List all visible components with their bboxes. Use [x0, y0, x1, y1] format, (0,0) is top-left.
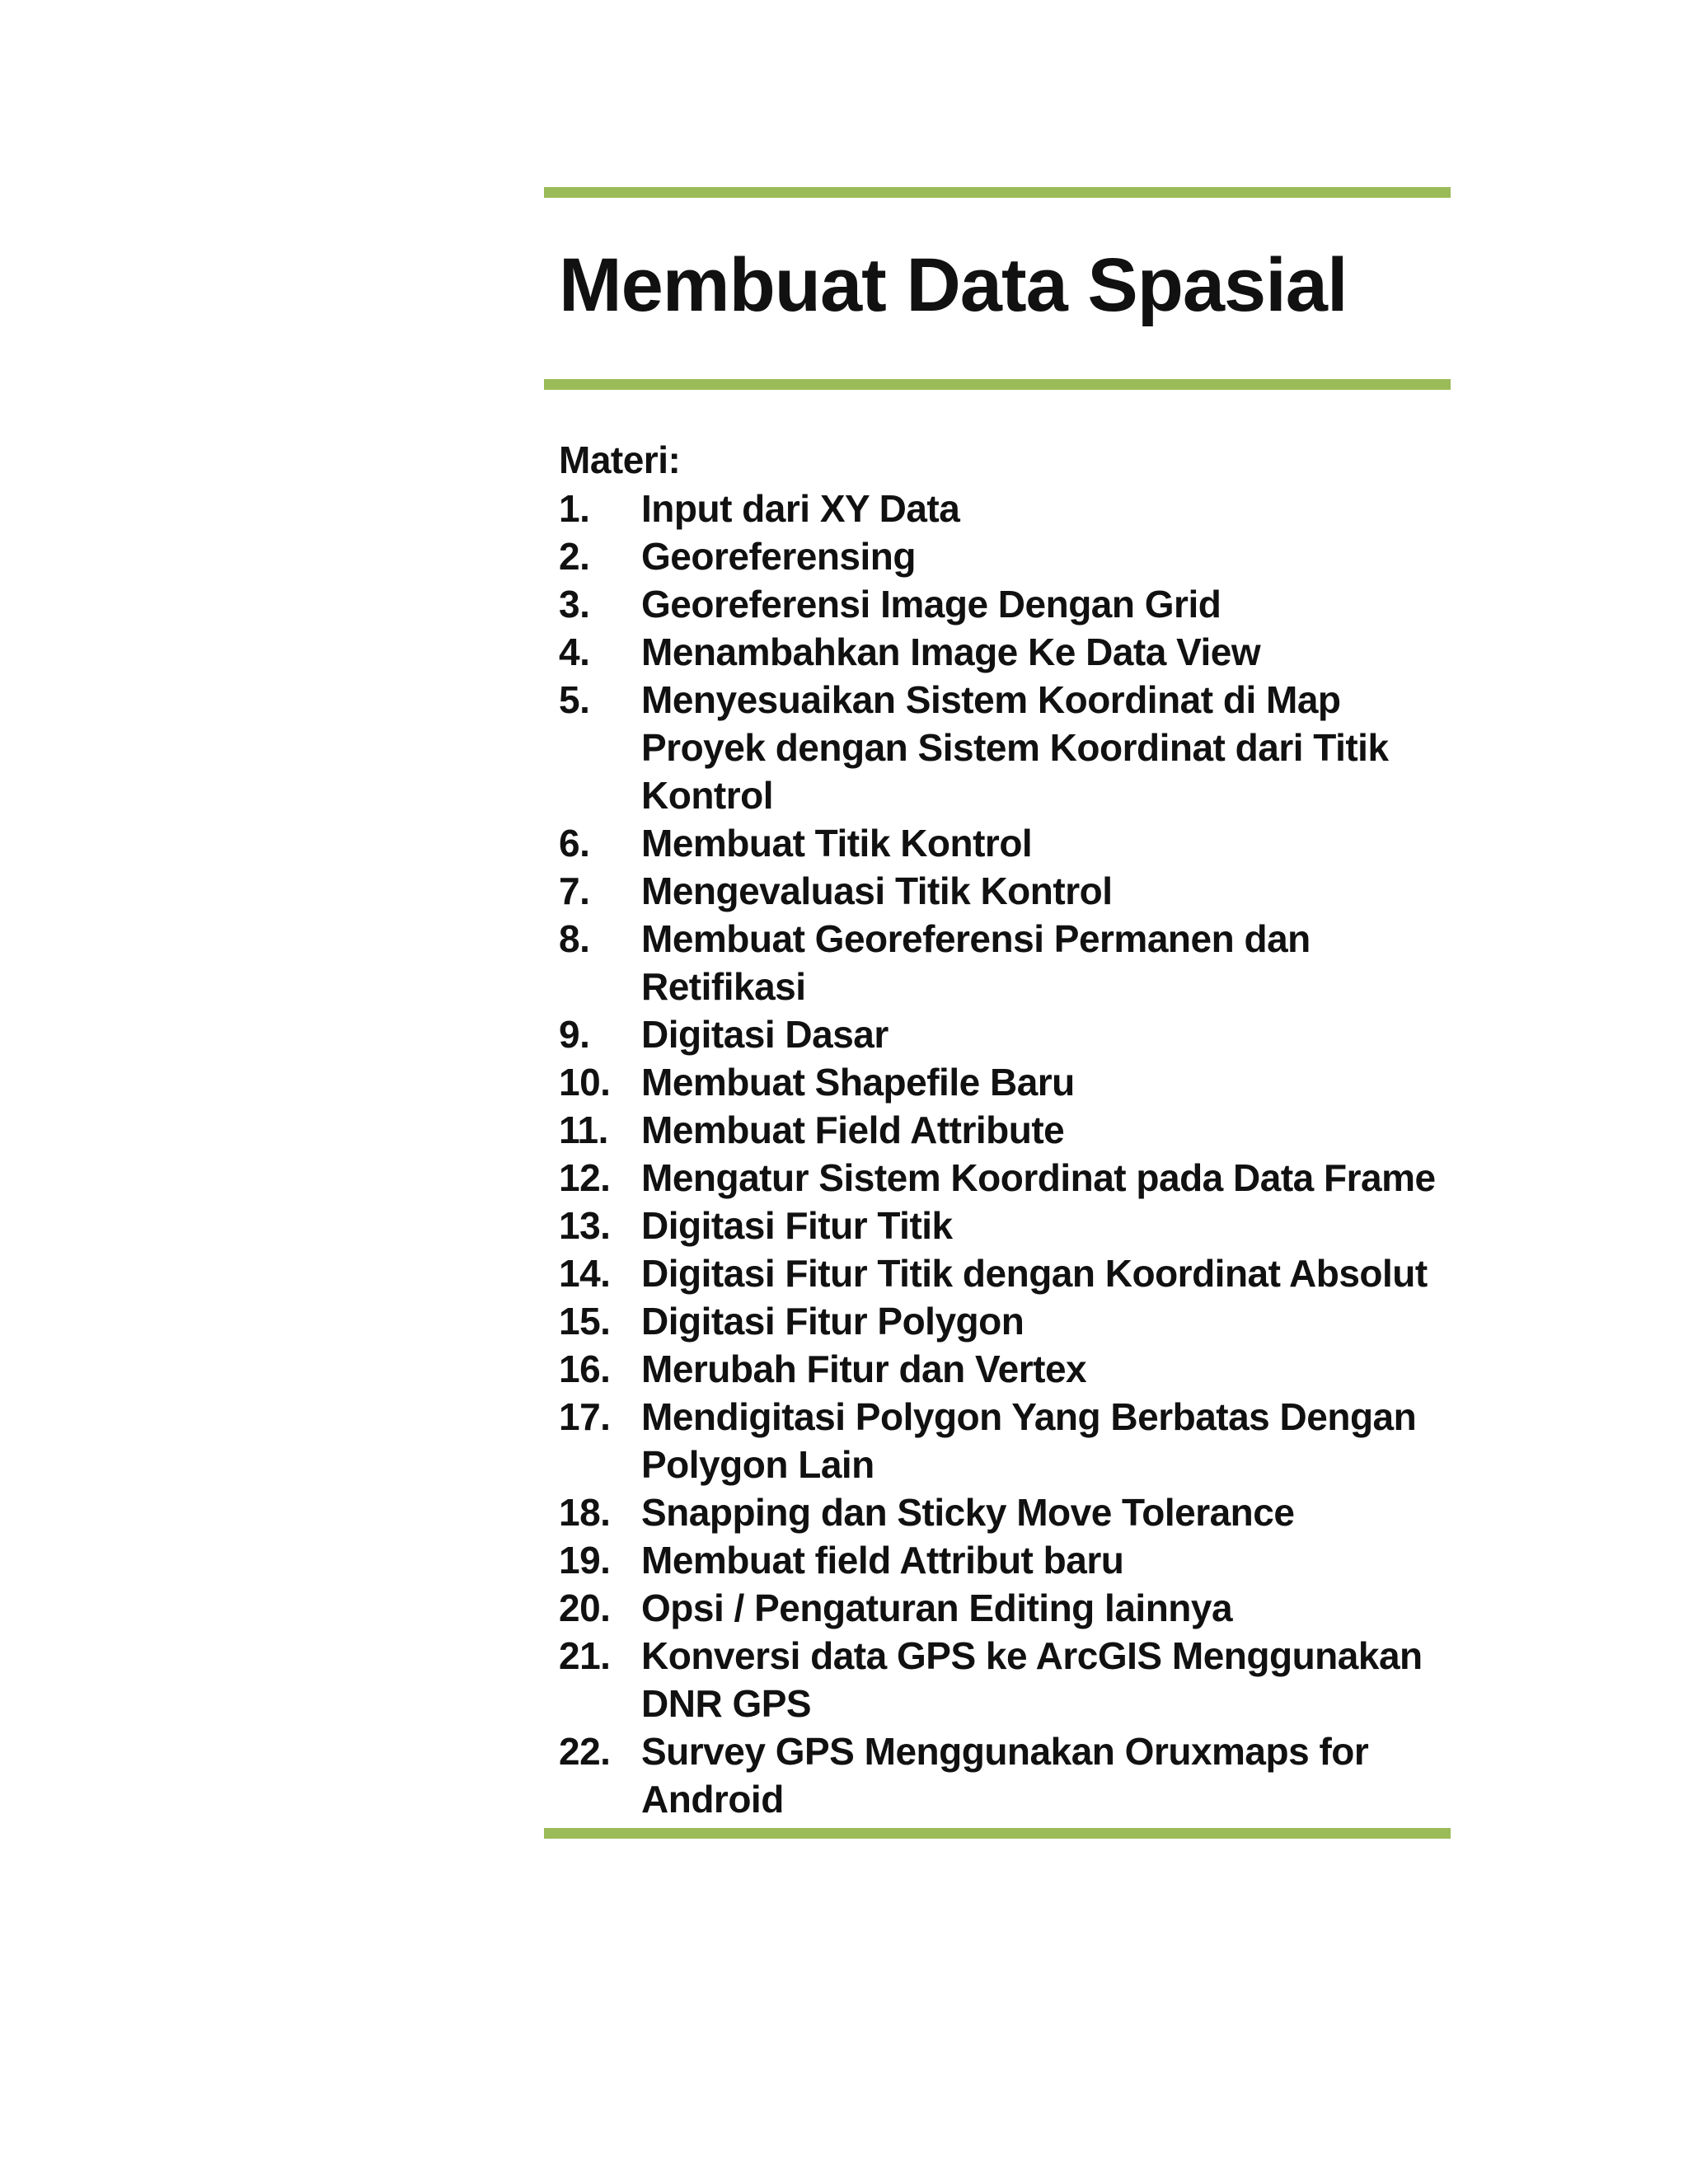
list-item-number: 8. — [559, 917, 590, 960]
list-item — [559, 1584, 1449, 1632]
list-item — [559, 1058, 1449, 1106]
list-item-text: Membuat Georeferensi Permanen dan Retifikasi — [641, 917, 1311, 1008]
list-item-number: 20. — [559, 1586, 611, 1629]
list-item — [559, 676, 1449, 819]
list-item — [559, 628, 1449, 676]
list-item-number: 5. — [559, 678, 590, 721]
list-item-text: Survey GPS Menggunakan Oruxmaps for Android — [641, 1730, 1369, 1821]
list-item-number: 9. — [559, 1013, 590, 1056]
list-item — [559, 819, 1449, 867]
list-item-number: 15. — [559, 1300, 611, 1343]
list-item-number: 18. — [559, 1491, 611, 1534]
page-title: Membuat Data Spasial — [559, 243, 1348, 327]
list-item — [559, 1106, 1449, 1154]
list-item-text: Opsi / Pengaturan Editing lainnya — [641, 1586, 1233, 1629]
title-divider — [544, 379, 1451, 390]
list-item-number: 22. — [559, 1730, 611, 1773]
list-item-text: Membuat field Attribut baru — [641, 1539, 1124, 1582]
list-item — [559, 1297, 1449, 1345]
list-item-text: Snapping dan Sticky Move Tolerance — [641, 1491, 1295, 1534]
list-item — [559, 1249, 1449, 1297]
list-item-text: Membuat Field Attribute — [641, 1108, 1065, 1151]
list-item-number: 13. — [559, 1204, 611, 1247]
list-item — [559, 1488, 1449, 1536]
list-item — [559, 1202, 1449, 1249]
list-item-text: Georeferensi Image Dengan Grid — [641, 583, 1221, 626]
list-item-text: Digitasi Fitur Polygon — [641, 1300, 1025, 1343]
list-item — [559, 580, 1449, 628]
list-item-number: 17. — [559, 1395, 611, 1438]
list-item — [559, 1727, 1449, 1823]
list-item — [559, 1154, 1449, 1202]
list-item-text: Membuat Shapefile Baru — [641, 1061, 1075, 1104]
list-item — [559, 485, 1449, 532]
list-item-text: Menambahkan Image Ke Data View — [641, 630, 1261, 673]
list-item-text: Georeferensing — [641, 535, 916, 578]
topic-list — [559, 485, 1449, 1823]
bottom-divider — [544, 1828, 1451, 1839]
list-item-number: 6. — [559, 822, 590, 865]
list-item-number: 7. — [559, 869, 590, 912]
list-item-number: 4. — [559, 630, 590, 673]
list-item-number: 12. — [559, 1156, 611, 1199]
list-item — [559, 532, 1449, 580]
list-item-text: Input dari XY Data — [641, 487, 960, 530]
list-item — [559, 1393, 1449, 1488]
list-item-number: 10. — [559, 1061, 611, 1104]
section-intro: Materi: — [559, 438, 681, 481]
list-item — [559, 915, 1449, 1010]
list-item-text: Konversi data GPS ke ArcGIS Menggunakan DNR GPS — [641, 1634, 1423, 1725]
list-item — [559, 1010, 1449, 1058]
list-item-number: 2. — [559, 535, 590, 578]
topic-section — [559, 435, 1449, 1823]
list-item-text: Mengevaluasi Titik Kontrol — [641, 869, 1113, 912]
list-item-text: Merubah Fitur dan Vertex — [641, 1347, 1087, 1390]
list-item-number: 14. — [559, 1252, 611, 1295]
list-item-number: 1. — [559, 487, 590, 530]
list-item-text: Digitasi Fitur Titik — [641, 1204, 953, 1247]
list-item-number: 16. — [559, 1347, 611, 1390]
list-item — [559, 1536, 1449, 1584]
list-item-text: Digitasi Fitur Titik dengan Koordinat Absolut — [641, 1252, 1428, 1295]
list-item — [559, 1345, 1449, 1393]
list-item-text: Mendigitasi Polygon Yang Berbatas Dengan Polygon Lain — [641, 1395, 1417, 1486]
list-item-text: Menyesuaikan Sistem Koordinat di Map Proyek dengan Sistem Koordinat dari Titik Kontrol — [641, 678, 1389, 817]
top-divider — [544, 187, 1451, 198]
list-item-text: Membuat Titik Kontrol — [641, 822, 1033, 865]
list-item — [559, 867, 1449, 915]
list-item-text: Mengatur Sistem Koordinat pada Data Frame — [641, 1156, 1436, 1199]
list-item-number: 19. — [559, 1539, 611, 1582]
list-item-number: 21. — [559, 1634, 611, 1677]
list-item-number: 11. — [559, 1108, 608, 1151]
list-item-text: Digitasi Dasar — [641, 1013, 889, 1056]
list-item — [559, 1632, 1449, 1727]
list-item-number: 3. — [559, 583, 590, 626]
